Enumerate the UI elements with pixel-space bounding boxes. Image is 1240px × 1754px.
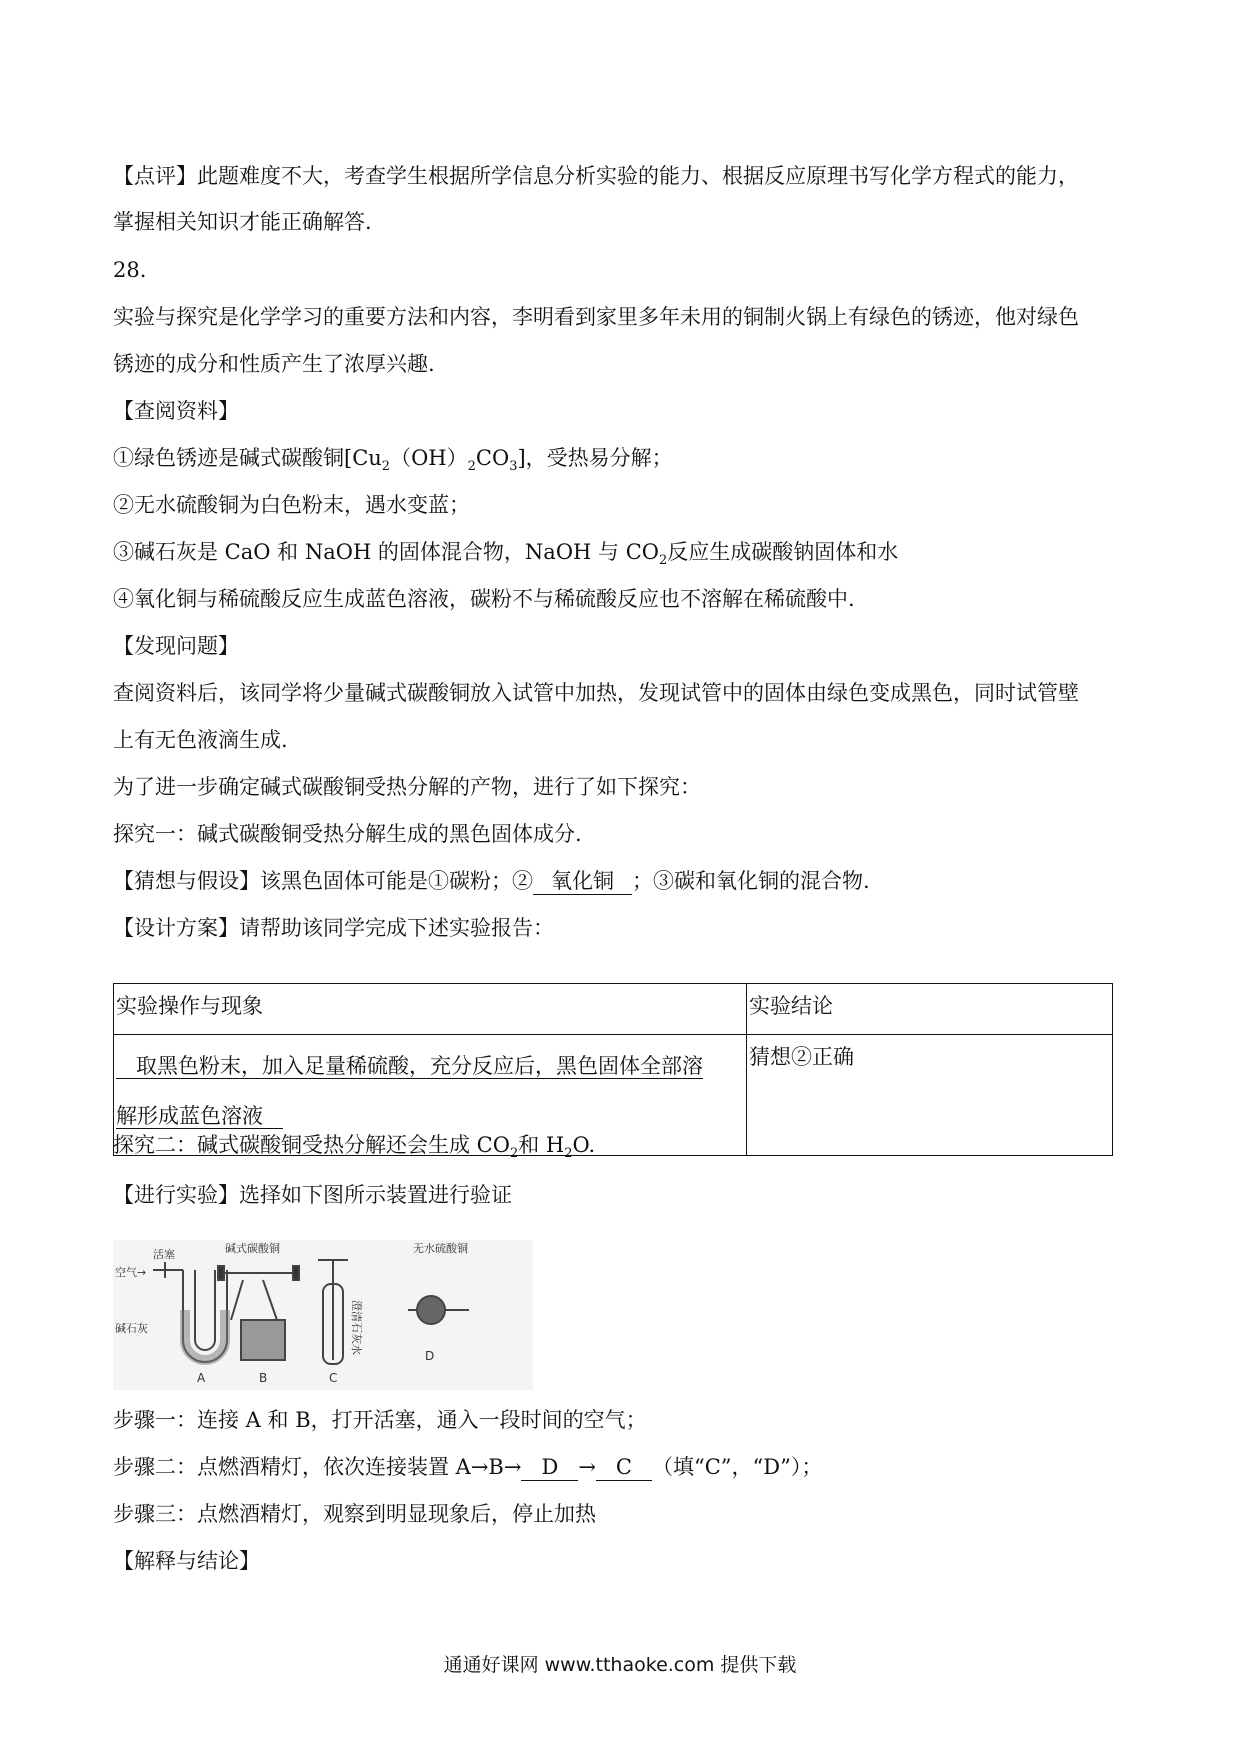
materials-item-1: ①绿色锈迹是碱式碳酸铜$[Cu_2(OH)_2CO_3]$，受热易分解； <box>113 446 673 475</box>
materials-item-4: ④氧化铜与稀硫酸反应生成蓝色溶液，碳粉不与稀硫酸反应也不溶解在稀硫酸中. <box>113 587 855 611</box>
label-d: D <box>425 1349 435 1363</box>
step-two-answer-1: D <box>521 1454 578 1481</box>
label-valve: 活塞 <box>153 1248 175 1261</box>
problem-heading: 【发现问题】 <box>113 634 239 658</box>
intro-line-1: 实验与探究是化学学习的重要方法和内容，李明看到家里多年未用的铜制火锅上有绿色的锈迹，他对绿色 <box>113 305 1079 329</box>
problem-line-2: 上有无色液滴生成. <box>113 728 288 752</box>
intro-line-2: 锈迹的成分和性质产生了浓厚兴趣. <box>113 352 435 376</box>
operation-line-2: 解形成蓝色溶液 <box>116 1104 283 1129</box>
step-two: 步骤二：点燃酒精灯，依次连接装置 A→B→ D → C （填“C”，“D”）； <box>113 1455 823 1479</box>
apparatus-figure <box>113 1240 533 1390</box>
drying-bulb <box>417 1296 445 1324</box>
explore-two: 探究二：碱式碳酸铜受热分解还会生成 $CO_2$和 $H_2O$. <box>113 1133 596 1162</box>
label-soda-lime: 碱石灰 <box>115 1322 148 1335</box>
label-anhydrous: 无水硫酸铜 <box>413 1242 468 1255</box>
comment-line-2: 掌握相关知识才能正确解答. <box>113 210 372 234</box>
table-header-operation: 实验操作与现象 <box>114 984 747 1035</box>
label-air: 空气→ <box>115 1266 147 1279</box>
materials-item-3: ③碱石灰是 CaO 和 NaOH 的固体混合物，NaOH 与 $CO_2$反应生成碳酸钠固体和水 <box>113 540 899 569</box>
operation-line-1: 取黑色粉末，加入足量稀硫酸，充分反应后，黑色固体全部溶 <box>116 1054 703 1079</box>
conclusion-heading: 【解释与结论】 <box>113 1549 260 1573</box>
label-a: A <box>197 1371 206 1385</box>
tube-plug-right <box>293 1266 299 1280</box>
page-footer: 通通好课网 www.tthaoke.com 提供下载 <box>443 1654 797 1676</box>
label-c: C <box>329 1371 338 1385</box>
step-two-answer-2: C <box>596 1454 652 1481</box>
step-one: 步骤一：连接 A 和 B，打开活塞，通入一段时间的空气； <box>113 1408 647 1432</box>
design-heading: 【设计方案】请帮助该同学完成下述实验报告： <box>113 916 554 940</box>
hypothesis-line: 【猜想与假设】该黑色固体可能是①碳粉；② 氧化铜 ；③碳和氧化铜的混合物. <box>113 869 870 893</box>
problem-line-3: 为了进一步确定碱式碳酸铜受热分解的产物，进行了如下探究： <box>113 775 701 799</box>
experiment-heading: 【进行实验】选择如下图所示装置进行验证 <box>113 1183 512 1207</box>
tube-plug-left <box>218 1266 224 1280</box>
alcohol-lamp <box>241 1320 285 1360</box>
step-three: 步骤三：点燃酒精灯，观察到明显现象后，停止加热 <box>113 1502 596 1526</box>
question-number: 28. <box>113 258 147 282</box>
label-limewater: 澄清石灰水 <box>350 1300 363 1355</box>
table-cell-conclusion: 猜想②正确 <box>747 1035 1113 1156</box>
materials-heading: 【查阅资料】 <box>113 399 239 423</box>
label-basic-copper: 碱式碳酸铜 <box>225 1242 280 1255</box>
table-header-conclusion: 实验结论 <box>747 984 1113 1035</box>
hypothesis-answer: 氧化铜 <box>533 868 632 895</box>
label-b: B <box>259 1371 268 1385</box>
table-header-row <box>114 984 1113 1035</box>
materials-item-2: ②无水硫酸铜为白色粉末，遇水变蓝； <box>113 493 470 517</box>
comment-line-1: 【点评】此题难度不大，考查学生根据所学信息分析实验的能力、根据反应原理书写化学方程式的能力， <box>113 164 1079 188</box>
explore-one: 探究一：碱式碳酸铜受热分解生成的黑色固体成分. <box>113 822 582 846</box>
problem-line-1: 查阅资料后，该同学将少量碱式碳酸铜放入试管中加热，发现试管中的固体由绿色变成黑色，同时试管壁 <box>113 681 1079 705</box>
